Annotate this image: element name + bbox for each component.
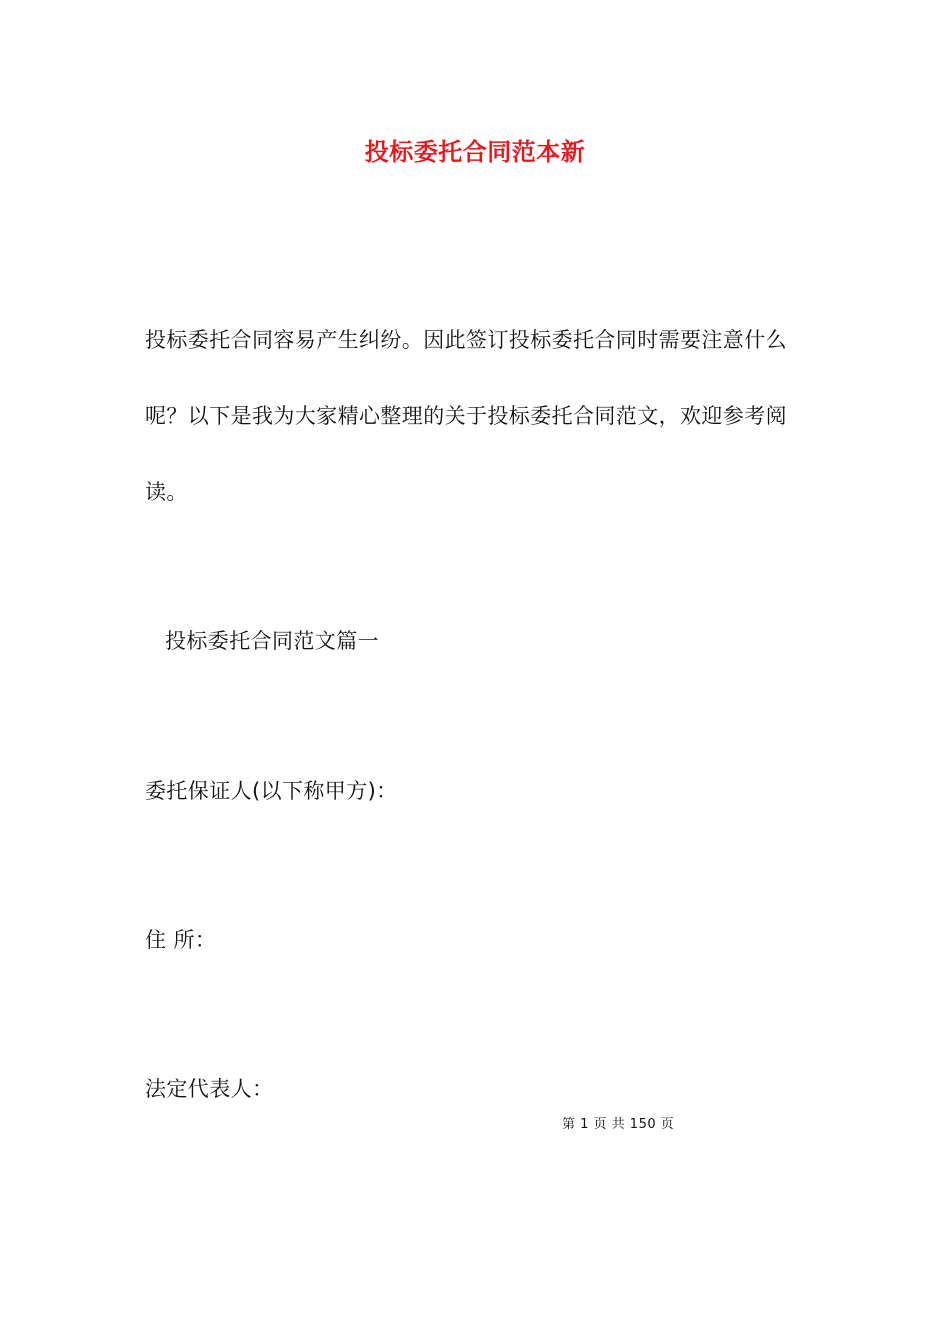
section-heading: 投标委托合同范文篇一 xyxy=(165,629,379,653)
client-field-label: 委托保证人(以下称甲方)： xyxy=(145,779,398,803)
legal-representative-field-label: 法定代表人： xyxy=(145,1077,274,1101)
intro-paragraph: 投标委托合同容易产生纠纷。因此签订投标委托合同时需要注意什么呢？以下是我为大家精心整理的关于投标委托合同范文，欢迎参考阅读。 xyxy=(145,328,787,504)
document-title: 投标委托合同范本新 xyxy=(364,138,586,166)
address-field-label: 住 所： xyxy=(145,928,217,952)
page-number-footer: 第 1 页 共 150 页 xyxy=(562,1117,675,1132)
